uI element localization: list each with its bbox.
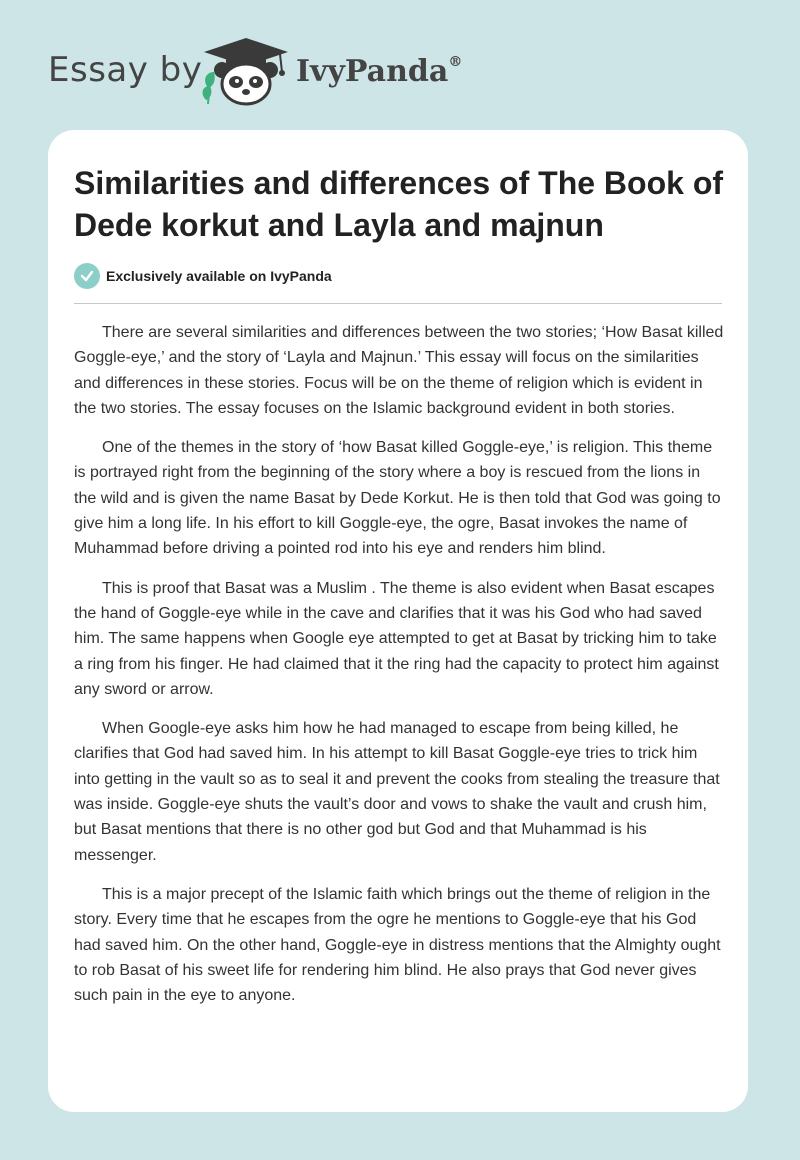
paragraph: When Google-eye asks him how he had managed to escape from being killed, he clarifies that God had saved him. In his attempt to kill Basat Goggle-eye tries to trick him into getting in the vault so as to seal it and prevent the cooks from stealing the treasure that was inside. Goggle-eye shuts the vault’s door and vows to shake the vault and crush him, but Basat mentions that there is no other god but God and that Muhammad is his messenger. bbox=[74, 720, 720, 864]
exclusive-badge bbox=[74, 263, 332, 289]
page-title: Similarities and differences of The Book of Dede korkut and Layla and majnun bbox=[74, 165, 724, 243]
exclusive-badge-text: Exclusively available on IvyPanda bbox=[106, 268, 332, 284]
brand-text: IvyPanda bbox=[296, 54, 449, 89]
checkmark-glyph bbox=[80, 269, 94, 283]
divider bbox=[74, 303, 722, 304]
essay-body bbox=[74, 320, 724, 1022]
panda-graduate-logo-icon bbox=[200, 36, 292, 106]
paragraph: One of the themes in the story of ‘how Basat killed Goggle-eye,’ is religion. This theme is portrayed right from the beginning of the story where a boy is rescued from the lions in the wild and is given the name Basat by Dede Korkut. He is then told that God was going to give him a long life. In his effort to kill Goggle-eye, the ogre, Basat invokes the name of Muhammad before driving a pointed rod into his eye and renders him blind. bbox=[74, 439, 721, 558]
check-circle-icon bbox=[74, 263, 100, 289]
paragraph: This is a major precept of the Islamic faith which brings out the theme of religion in the story. Every time that he escapes from the ogre he mentions to Goggle-eye that his God had saved him. On the other hand, Goggle-eye in distress mentions that the Almighty ought to rob Basat of his sweet life for rendering him blind. He also prays that God never gives such pain in the eye to anyone. bbox=[74, 885, 721, 1005]
site-header bbox=[0, 0, 800, 130]
essay-card bbox=[48, 130, 748, 1112]
essay-by-label: Essay by bbox=[48, 50, 203, 90]
registered-mark: ® bbox=[448, 54, 463, 70]
brand-name bbox=[296, 54, 462, 89]
paragraph: There are several similarities and differences between the two stories; ‘How Basat killed Goggle-eye,’ and the story of ‘Layla and Majnun.’ This essay will focus on the similarities and differences in these stories. Focus will be on the theme of religion which is evident in the two stories. The essay focuses on the Islamic background evident in both stories. bbox=[74, 324, 724, 417]
paragraph: This is proof that Basat was a Muslim . The theme is also evident when Basat escapes the hand of Goggle-eye while in the cave and clarifies that it was his God who had saved him. The same happens when Google eye attempted to get at Basat by tricking him to take a ring from his finger. He had claimed that it the ring had the capacity to protect him against any sword or arrow. bbox=[74, 579, 719, 698]
